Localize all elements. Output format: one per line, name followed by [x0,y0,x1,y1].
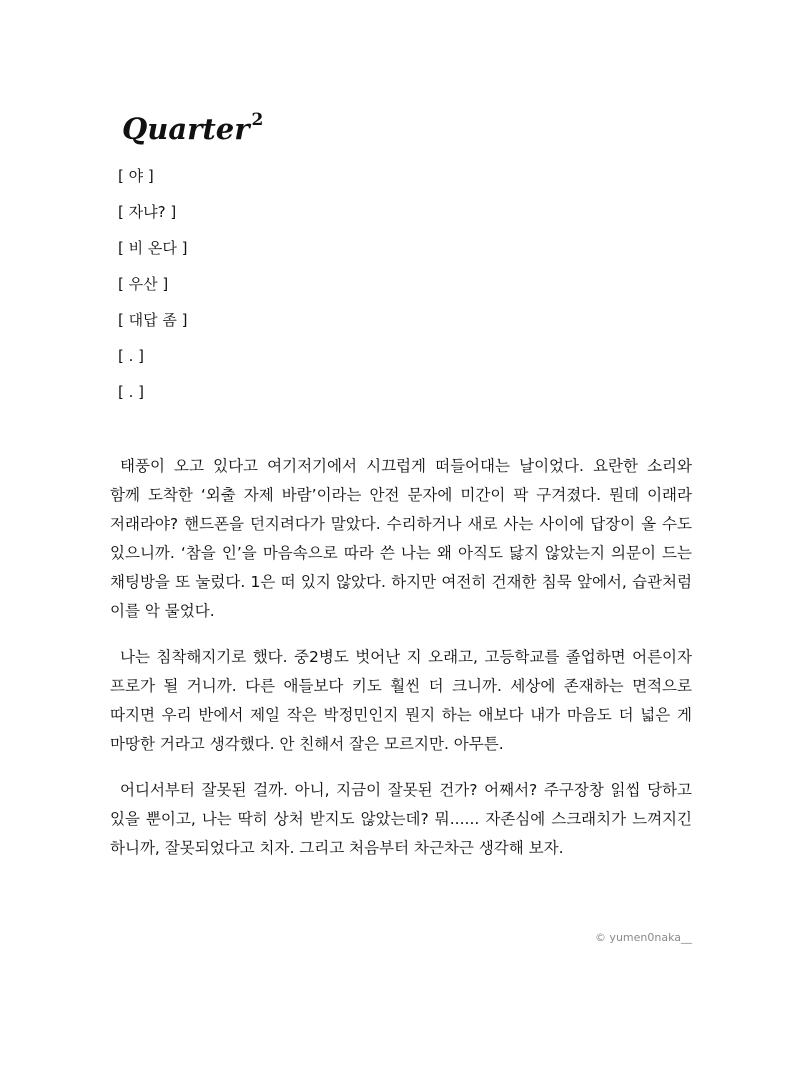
author-credit: © yumen0naka__ [594,931,692,944]
chat-message: [ 우산 ] [118,275,169,293]
chat-message: [ . ] [118,347,145,365]
document-title [122,100,263,149]
title-text: Quarter [122,112,250,146]
chat-message: [ 대답 좀 ] [118,311,188,329]
story-paragraph: 어디서부터 잘못된 걸까. 아니, 지금이 잘못된 건가? 어째서? 주구장창 읽씹 당하고 있을 뿐이고, 나는 딱히 상처 받지도 않았는데? 뭐...... 자존심에 스크래치가 느껴지긴 하니까, 잘못되었다고 치자. 그리고 처음부터 차근차근 생각해 보자. [110,781,692,857]
chat-message: [ 자냐? ] [118,203,177,221]
chat-message: [ 야 ] [118,167,154,185]
chat-message: [ . ] [118,383,145,401]
chat-message-list [118,158,187,410]
chat-message: [ 비 온다 ] [118,239,188,257]
title-superscript: 2 [251,110,264,130]
story-body [110,452,692,880]
story-paragraph: 태풍이 오고 있다고 여기저기에서 시끄럽게 떠들어대는 날이었다. 요란한 소리와 함께 도착한 ‘외출 자제 바람’이라는 안전 문자에 미간이 팍 구겨졌다. 뭔데 이래라 저래라야? 핸드폰을 던지려다가 말았다. 수리하거나 새로 사는 사이에 답장이 올 수도 있으니까. ‘참을 인’을 마음속으로 따라 쓴 나는 왜 아직도 닳지 않았는지 의문이 드는 채팅방을 또 눌렀다. 1은 떠 있지 않았다. 하지만 여전히 건재한 침묵 앞에서, 습관처럼 이를 악 물었다. [110,457,692,620]
story-paragraph: 나는 침착해지기로 했다. 중2병도 벗어난 지 오래고, 고등학교를 졸업하면 어른이자 프로가 될 거니까. 다른 애들보다 키도 훨씬 더 크니까. 세상에 존재하는 면적으로 따지면 우리 반에서 제일 작은 박정민인지 뭔지 하는 애보다 내가 마음도 더 넓은 게 마땅한 거라고 생각했다. 안 친해서 잘은 모르지만. 아무튼. [110,648,692,753]
